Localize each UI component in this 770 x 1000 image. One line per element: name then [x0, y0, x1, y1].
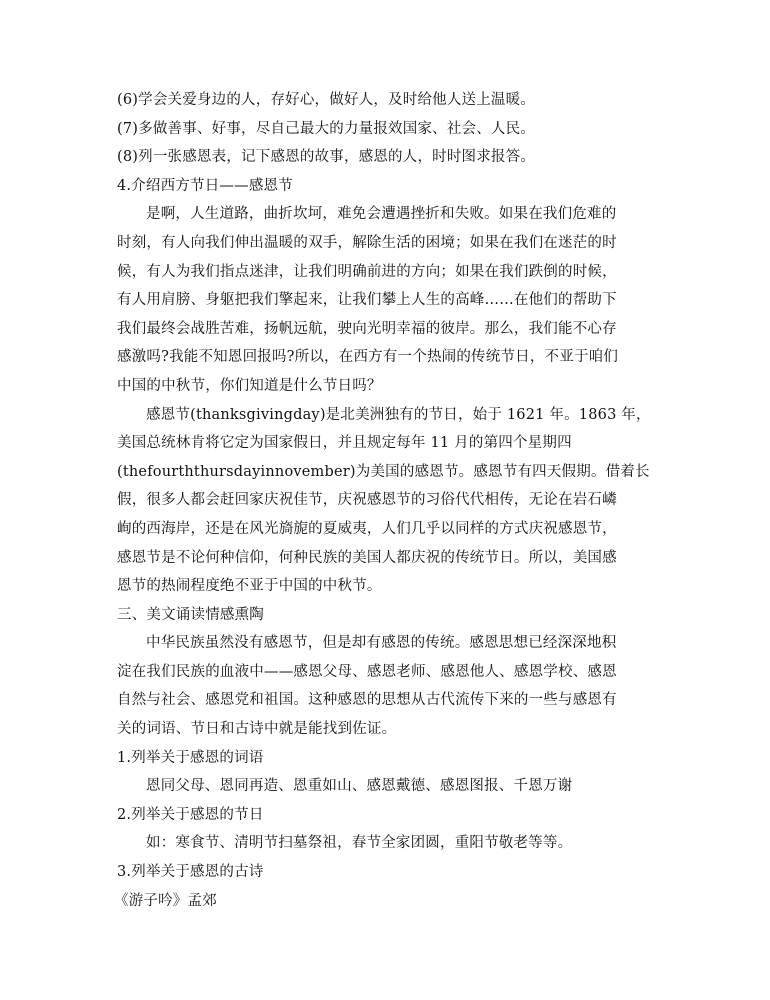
- list-item: (6)学会关爱身边的人，存好心，做好人，及时给他人送上温暖。: [117, 92, 536, 108]
- paragraph-line: 假，很多人都会赶回家庆祝佳节，庆祝感恩节的习俗代代相传，无论在岩石嶙: [117, 492, 617, 509]
- document-page: [114, 86, 662, 915]
- list-item: (8)列一张感恩表，记下感恩的故事，感恩的人，时时图求报答。: [117, 149, 536, 166]
- subsection-text: 恩同父母、恩同再造、恩重如山、感恩戴德、感恩图报、千恩万谢: [146, 778, 573, 795]
- section-heading: 4.介绍西方节日——感恩节: [117, 177, 293, 194]
- paragraph-line: 有人用肩膀、身躯把我们擎起来，让我们攀上人生的高峰……在他们的帮助下: [117, 292, 617, 309]
- paragraph: [117, 401, 662, 601]
- paragraph-line: 自然与社会、感恩党和祖国。这种感恩的思想从古代流传下来的一些与感恩有: [117, 692, 617, 709]
- list-item: (7)多做善事、好事，尽自己最大的力量报效国家、社会、人民。: [117, 120, 536, 137]
- paragraph-line: 我们最终会战胜苦难，扬帆远航，驶向光明幸福的彼岸。那么，我们能不心存: [117, 320, 617, 337]
- paragraph-line: (thefourththursdayinnovember)为美国的感恩节。感恩节有四天假期。借着长: [117, 463, 650, 480]
- paragraph-line: 恩节的热闹程度绝不亚于中国的中秋节。: [117, 578, 382, 595]
- paragraph-line: 美国总统林肯将它定为国家假日，并且规定每年 11 月的第四个星期四: [117, 435, 572, 452]
- paragraph-line: 淀在我们民族的血液中——感恩父母、感恩老师、感恩他人、感恩学校、感恩: [117, 663, 617, 680]
- section-heading: 三、美文诵读情感熏陶: [117, 606, 264, 623]
- subsection-heading: 3.列举关于感恩的古诗: [117, 864, 264, 881]
- paragraph-line: 感恩节是不论何种信仰，何种民族的美国人都庆祝的传统节日。所以，美国感: [117, 549, 617, 566]
- paragraph: [117, 629, 662, 743]
- paragraph-line: 时刻，有人向我们伸出温暖的双手，解除生活的困境；如果在我们在迷茫的时: [117, 234, 617, 251]
- subsection-heading: 1.列举关于感恩的词语: [117, 749, 264, 766]
- paragraph-line: 候，有人为我们指点迷津，让我们明确前进的方向；如果在我们跌倒的时候，: [117, 263, 617, 280]
- poem-title: 《游子吟》孟郊: [114, 892, 217, 909]
- paragraph-line: 关的词语、节日和古诗中就是能找到佐证。: [117, 721, 397, 738]
- paragraph-line: 感恩节(thanksgivingday)是北美洲独有的节日，始于 1621 年。1863 年，: [146, 406, 651, 423]
- paragraph: [117, 200, 662, 400]
- paragraph-line: 峋的西海岸，还是在风光旖旎的夏威夷，人们几乎以同样的方式庆祝感恩节，: [117, 520, 617, 537]
- paragraph-line: 中华民族虽然没有感恩节，但是却有感恩的传统。感恩思想已经深深地积: [146, 635, 617, 652]
- paragraph-line: 中国的中秋节，你们知道是什么节日吗？: [117, 377, 382, 394]
- subsection-heading: 2.列举关于感恩的节日: [117, 806, 264, 823]
- paragraph-line: 感激吗?我能不知恩回报吗?所以，在西方有一个热闹的传统节日，不亚于咱们: [117, 349, 619, 366]
- subsection-text: 如：寒食节、清明节扫墓祭祖，春节全家团圆，重阳节敬老等等。: [146, 835, 573, 852]
- paragraph-line: 是啊，人生道路，曲折坎坷，难免会遭遇挫折和失败。如果在我们危难的: [146, 206, 617, 223]
